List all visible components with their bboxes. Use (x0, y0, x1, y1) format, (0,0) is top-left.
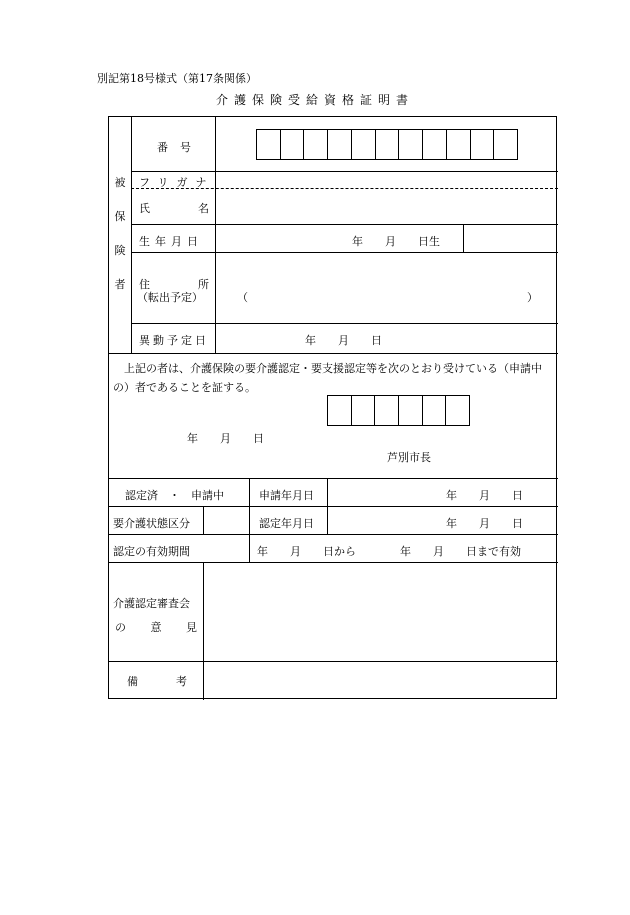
certification-text: 上記の者は、介護保険の要介護認定・要支援認定等を次のとおり受けている（申請中の）者であることを証する。 (113, 362, 542, 394)
move-date-value: 年 月 日 (305, 334, 382, 347)
care-level-label: 要介護状態区分 (113, 517, 190, 530)
issuer-name: 芦別市長 (387, 451, 431, 464)
valid-period-label: 認定の有効期間 (113, 545, 190, 558)
certification-date: 年 月 日 (187, 432, 264, 445)
address-open-paren: （ (237, 291, 248, 304)
apply-date-value: 年 月 日 (446, 489, 523, 502)
address-sub-label: （転出予定） (137, 291, 203, 304)
certificate-form (108, 116, 557, 699)
form-reference: 別記第18号様式（第17条関係） (97, 72, 257, 85)
address-close-paren: ） (527, 291, 538, 304)
document-title: 介護保険受給資格証明書 (215, 93, 414, 107)
apply-date-label: 申請年月日 (259, 489, 314, 502)
dob-value: 年 月 日生 (352, 235, 440, 248)
cert-date-label: 認定年月日 (259, 517, 314, 530)
valid-period-value: 年 月 日から 年 月 日まで有効 (257, 545, 521, 558)
move-date-label: 異動予定日 (139, 334, 209, 347)
dob-label: 生年月日 (139, 235, 203, 248)
certification-boxes[interactable] (327, 395, 470, 426)
status-label: 認定済 ・ 申請中 (125, 489, 224, 502)
furigana-label: フリガナ (139, 176, 215, 189)
review-board-label: 介護認定審査会 (113, 597, 190, 610)
insured-side-label: 被 保 険 者 (114, 176, 126, 291)
remarks-label: 備 考 (127, 675, 187, 688)
opinion-label: の 意 見 (115, 621, 197, 634)
number-label: 番 号 (157, 141, 191, 154)
insured-number-boxes[interactable] (256, 129, 518, 160)
address-label: 住 所 (139, 278, 209, 291)
name-label: 氏 名 (139, 202, 209, 215)
cert-date-value: 年 月 日 (446, 517, 523, 530)
